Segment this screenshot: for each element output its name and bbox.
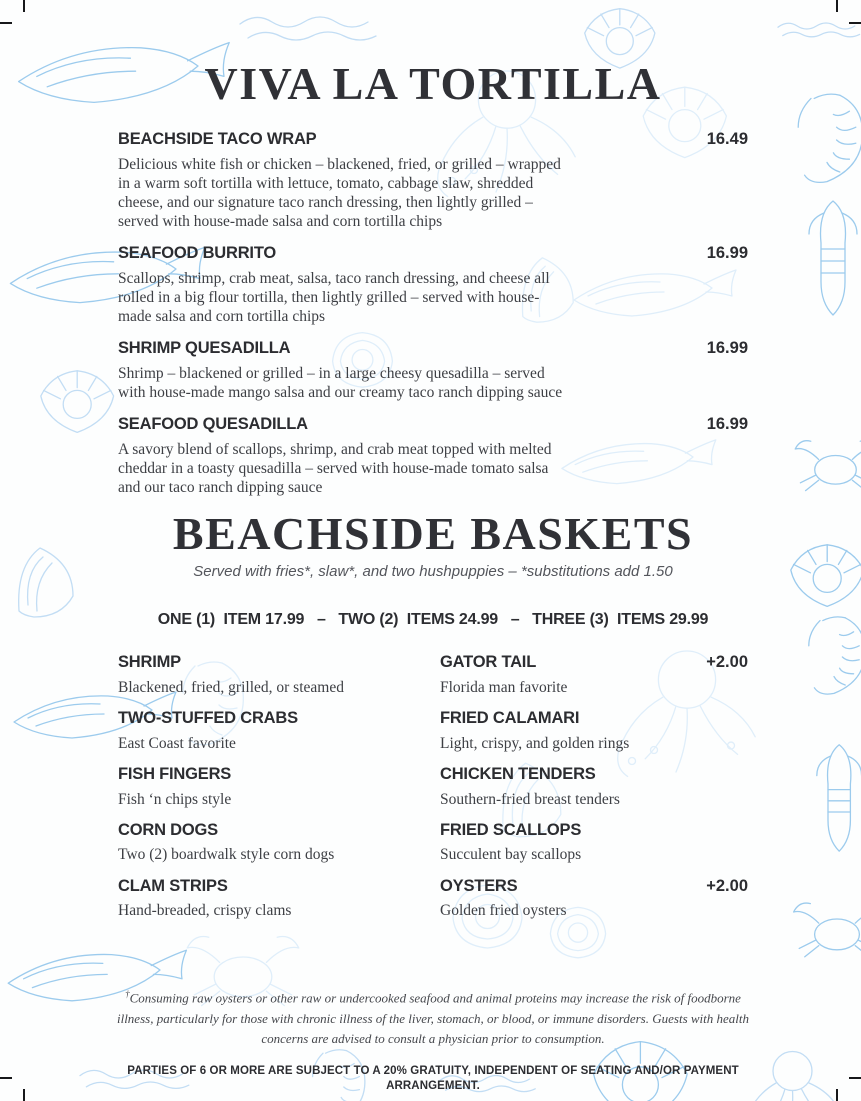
item-description: Light, crispy, and golden rings (440, 734, 630, 752)
item-description: Golden fried oysters (440, 902, 567, 920)
item-description: Succulent bay scallops (440, 846, 582, 864)
raw-seafood-disclaimer (107, 988, 759, 1049)
scallop-icon (41, 371, 114, 433)
section-title-baskets: BEACHSIDE BASKETS (172, 507, 694, 559)
crop-mark-top-right-v (836, 0, 838, 12)
item-name: GATOR TAIL (440, 653, 537, 672)
item-price: +2.00 (706, 653, 748, 672)
item-description: Blackened, fried, grilled, or steamed (118, 678, 344, 696)
item-name: FRIED SCALLOPS (440, 820, 582, 839)
basket-item-shrimp (118, 653, 440, 697)
item-name: OYSTERS (440, 876, 518, 895)
menu-item-taco-wrap (118, 130, 748, 231)
lobster-icon (809, 201, 857, 315)
item-description: A savory blend of scallops, shrimp, and crab meat topped with melted cheddar in a toasty quesadilla – served with house-made tomato salsa and our taco ranch dipping sauce (118, 440, 552, 496)
basket-item-gator-tail (440, 653, 748, 697)
crop-mark-bottom-left-v (23, 1089, 25, 1101)
item-price: 16.99 (706, 338, 748, 357)
item-description: Hand-breaded, crispy clams (118, 902, 292, 920)
wave-icon (778, 23, 860, 37)
menu-item-shrimp-quesadilla (118, 339, 748, 402)
section-title-tortilla: VIVA LA TORTILLA (204, 58, 662, 109)
disclaimer-text: Consuming raw oysters or other raw or undercooked seafood and animal proteins may increase the risk of foodborne illness, particularly for those with chronic illness of the liver, stomach, or blood, or immune disorders. Guests with health concerns are advised to consult a physician prior to consumption. (116, 990, 750, 1046)
baskets-subtitle: Served with fries*, slaw*, and two hushpuppies – *substitutions add 1.50 (193, 562, 673, 580)
item-price: +2.00 (706, 876, 748, 895)
baskets-right-column (440, 653, 748, 932)
crop-mark-bottom-left-h (0, 1077, 12, 1079)
item-price: 16.49 (706, 129, 748, 148)
crop-mark-top-right-h (849, 22, 861, 24)
basket-item-oysters (440, 877, 748, 921)
basket-item-fried-calamari (440, 709, 748, 753)
basket-item-chicken-tenders (440, 765, 748, 809)
scallop-icon (791, 545, 861, 607)
item-name: FRIED CALAMARI (440, 708, 580, 727)
item-description: Scallops, shrimp, crab meat, salsa, taco ranch dressing, and cheese all rolled in a big flour tortilla, then lightly grilled – served with house-made salsa and corn tortilla chips (118, 269, 550, 325)
item-name: SHRIMP QUESADILLA (118, 338, 291, 357)
item-name: FISH FINGERS (118, 764, 232, 783)
item-name: BEACHSIDE TACO WRAP (118, 129, 317, 148)
item-price: 16.99 (706, 243, 748, 262)
crop-mark-bottom-right-h (849, 1077, 861, 1079)
octopus-icon (745, 1052, 839, 1101)
item-description: Fish ‘n chips style (118, 790, 232, 808)
baskets-left-column (118, 653, 440, 932)
menu-item-seafood-burrito (118, 244, 748, 326)
baskets-grid (118, 653, 748, 932)
crab-icon (795, 441, 861, 491)
crop-mark-bottom-right-v (836, 1089, 838, 1101)
item-name: SEAFOOD BURRITO (118, 243, 277, 262)
item-name: SEAFOOD QUESADILLA (118, 414, 308, 433)
item-description: Two (2) boardwalk style corn dogs (118, 846, 335, 864)
basket-item-corn-dogs (118, 821, 440, 865)
item-name: TWO-STUFFED CRABS (118, 708, 298, 727)
item-name: SHRIMP (118, 653, 181, 672)
basket-item-clam-strips (118, 877, 440, 921)
dagger-symbol: † (125, 989, 130, 1000)
menu-content (118, 60, 748, 1094)
basket-item-two-stuffed-crabs (118, 709, 440, 753)
wave-icon (240, 17, 376, 40)
item-name: CORN DOGS (118, 820, 218, 839)
crab-icon (794, 903, 861, 957)
lobster-icon (817, 745, 861, 851)
gratuity-notice: PARTIES OF 6 OR MORE ARE SUBJECT TO A 20% GRATUITY, INDEPENDENT OF SEATING AND/OR PAYMENT ARRANGEMENT. (127, 1065, 739, 1093)
item-description: Florida man favorite (440, 678, 568, 696)
item-description: Southern-fried breast tenders (440, 790, 620, 808)
item-description: Shrimp – blackened or grilled – in a large cheesy quesadilla – served with house-made mango salsa and our creamy taco ranch dipping sauce (118, 364, 563, 401)
basket-item-fish-fingers (118, 765, 440, 809)
menu-item-seafood-quesadilla (118, 415, 748, 497)
shrimp-icon (809, 617, 861, 694)
item-name: CLAM STRIPS (118, 876, 228, 895)
item-description: Delicious white fish or chicken – blackened, fried, or grilled – wrapped in a warm soft tortilla with lettuce, tomato, cabbage slaw, shredded cheese, and our signature taco ranch dressing, then lightly grilled – served with house-made salsa and corn tortilla chips (118, 155, 561, 230)
item-name: CHICKEN TENDERS (440, 764, 596, 783)
item-description: East Coast favorite (118, 734, 236, 752)
item-price: 16.99 (706, 414, 748, 433)
baskets-pricing-line: ONE (1) ITEM 17.99 – TWO (2) ITEMS 24.99 – THREE (3) ITEMS 29.99 (157, 611, 709, 629)
mussel-icon (19, 548, 73, 617)
crop-mark-top-left-h (0, 22, 12, 24)
menu-footer (118, 988, 748, 1094)
shrimp-icon (798, 94, 861, 182)
crop-mark-top-left-v (23, 0, 25, 12)
basket-item-fried-scallops (440, 821, 748, 865)
